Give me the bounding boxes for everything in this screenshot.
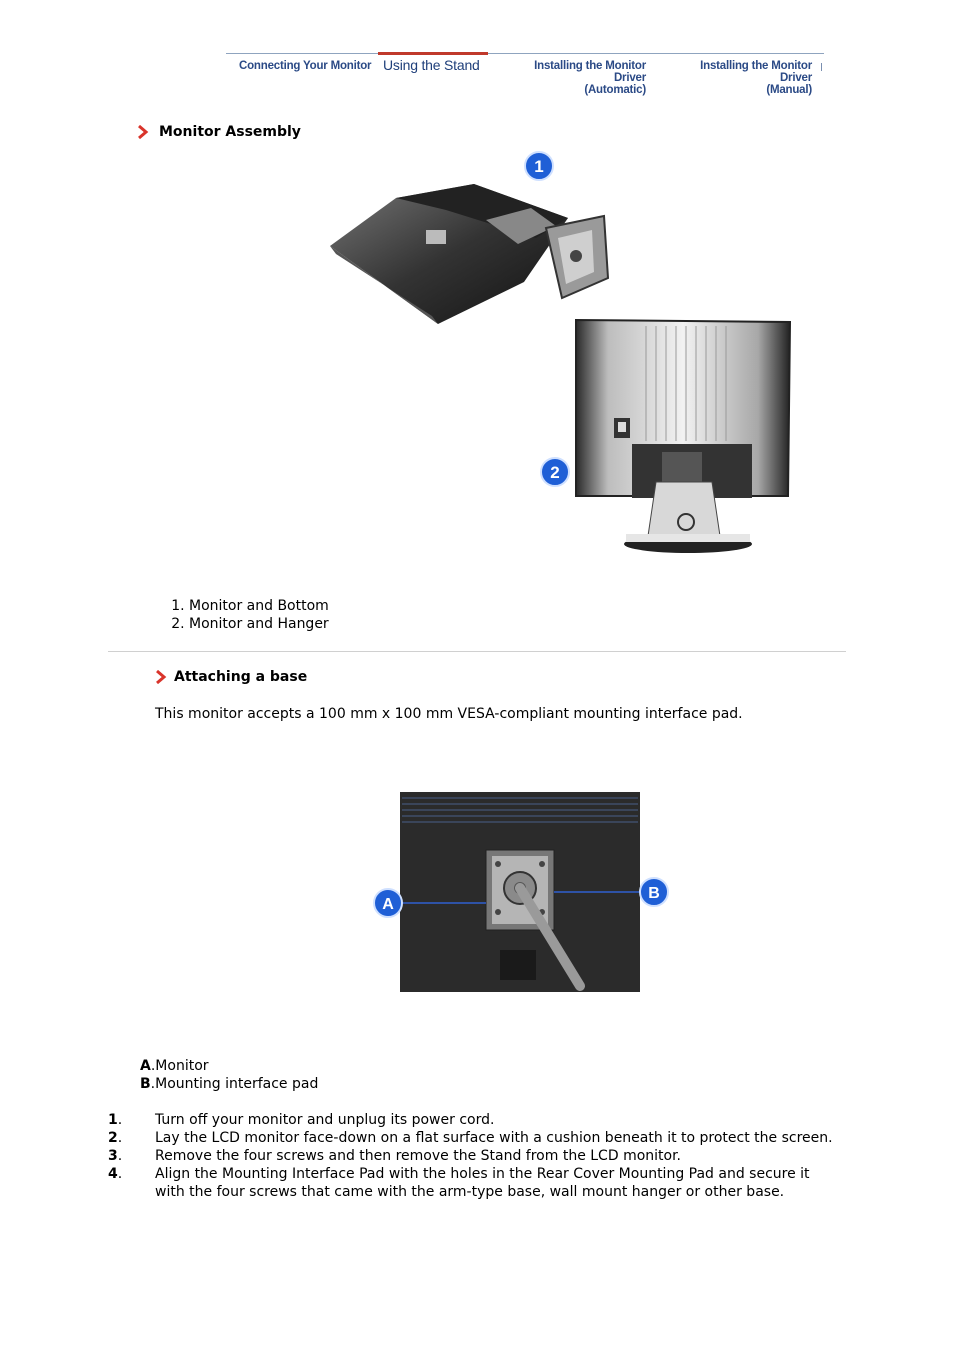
section-divider — [108, 651, 846, 652]
figure-legend — [140, 1057, 318, 1093]
legend-label: Mounting interface pad — [155, 1076, 319, 1092]
top-navigation — [226, 52, 824, 96]
callout-label: 1 — [534, 157, 544, 176]
callout-label: B — [648, 885, 660, 902]
callout-a — [374, 889, 402, 917]
monitor-rear-drawing — [390, 792, 642, 992]
step-item — [108, 1165, 838, 1201]
vesa-mounting-illustration — [370, 790, 670, 998]
chevron-right-icon — [155, 670, 167, 684]
step-item — [108, 1111, 838, 1129]
callout-b — [640, 878, 668, 906]
nav-divider-line — [226, 53, 824, 54]
step-number-value: 4 — [108, 1166, 118, 1182]
tab-connecting-your-monitor[interactable] — [239, 60, 371, 72]
step-number-value: 3 — [108, 1148, 118, 1164]
nav-active-indicator — [378, 52, 488, 55]
tab-label-sub: (Automatic) — [584, 84, 646, 96]
legend-item: A.Monitor — [140, 1058, 209, 1074]
tab-label: Installing the Monitor Driver — [700, 60, 812, 84]
tab-installing-driver-automatic[interactable] — [500, 60, 646, 96]
tab-separator — [821, 63, 822, 71]
section-title: Attaching a base — [174, 669, 308, 685]
step-text: Remove the four screws and then remove the Stand from the LCD monitor. — [155, 1148, 682, 1164]
tab-using-the-stand[interactable] — [383, 59, 480, 71]
step-number: 1. — [108, 1112, 123, 1128]
step-text: Align the Mounting Interface Pad with the holes in the Rear Cover Mounting Pad and secure it with the four screws that came with the arm-type base, wall mount hanger or other base. — [155, 1166, 810, 1200]
step-number: 4. — [108, 1166, 123, 1182]
legend-item: B.Mounting interface pad — [140, 1076, 319, 1092]
legend-key: A — [140, 1058, 151, 1074]
list-item: 2. Monitor and Hanger — [189, 615, 329, 633]
section-title: Monitor Assembly — [159, 124, 301, 140]
section-heading-attaching-a-base — [155, 669, 307, 685]
section-description: This monitor accepts a 100 mm x 100 mm VESA-compliant mounting interface pad. — [155, 706, 743, 722]
step-item — [108, 1129, 838, 1147]
monitor-bottom-drawing — [330, 184, 608, 324]
section-heading-monitor-assembly — [137, 124, 301, 140]
step-number: 2. — [108, 1130, 123, 1146]
callout-1 — [525, 152, 553, 180]
instruction-steps — [108, 1111, 838, 1201]
step-number: 3. — [108, 1148, 123, 1164]
tab-label: Installing the Monitor Driver — [534, 60, 646, 84]
chevron-right-icon — [137, 125, 149, 139]
legend-label: Monitor — [155, 1058, 209, 1074]
monitor-hanger-drawing — [576, 320, 790, 553]
assembly-list — [150, 597, 329, 633]
step-number-value: 1 — [108, 1112, 118, 1128]
list-item: 1. Monitor and Bottom — [189, 597, 329, 615]
tab-label-sub: (Manual) — [766, 84, 812, 96]
callout-label: 2 — [550, 463, 560, 482]
tab-label: Connecting Your Monitor — [239, 60, 372, 72]
step-text: Lay the LCD monitor face-down on a flat surface with a cushion beneath it to protect the screen. — [155, 1130, 833, 1146]
tab-installing-driver-manual[interactable] — [667, 60, 812, 96]
step-text: Turn off your monitor and unplug its power cord. — [155, 1112, 495, 1128]
legend-key: B — [140, 1076, 151, 1092]
step-item — [108, 1147, 838, 1165]
callout-label: A — [382, 896, 394, 913]
tab-label: Using the Stand — [383, 57, 480, 73]
step-number-value: 2 — [108, 1130, 118, 1146]
callout-2 — [541, 458, 569, 486]
monitor-assembly-illustration — [326, 146, 796, 558]
